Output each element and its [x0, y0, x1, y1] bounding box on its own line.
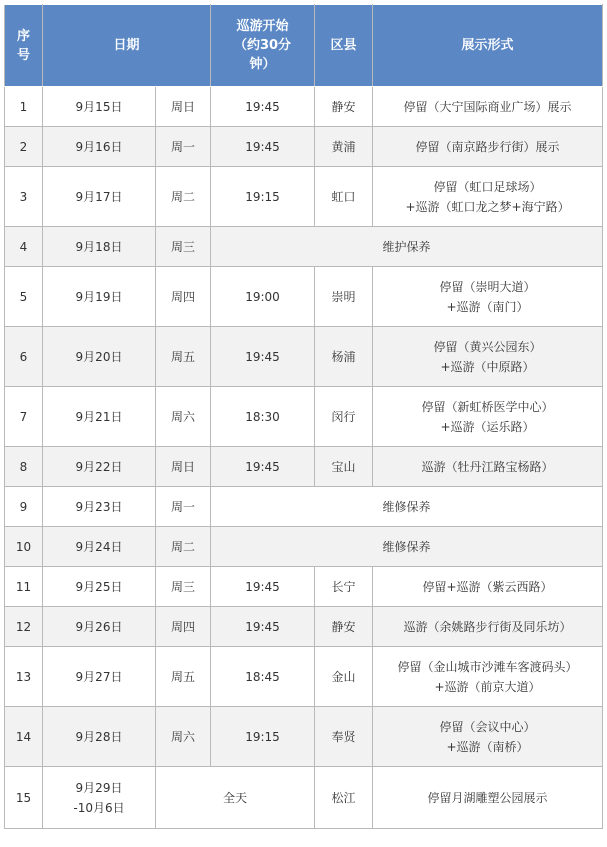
cell-date: [43, 607, 156, 647]
cell-time: 18:30: [211, 387, 315, 447]
cell-format-line: +巡游（前京大道）: [434, 679, 541, 694]
cell-format-line: +巡游（南桥）: [446, 739, 529, 754]
schedule-body: [5, 87, 603, 829]
cell-format: [373, 267, 603, 327]
cell-date-line: 9月15日: [75, 99, 123, 114]
cell-time: 19:45: [211, 127, 315, 167]
cell-time: 19:00: [211, 267, 315, 327]
cell-date-line: 9月17日: [75, 189, 123, 204]
cell-time: 18:45: [211, 647, 315, 707]
cell-format: [373, 127, 603, 167]
cell-time: 19:45: [211, 327, 315, 387]
cell-format: [373, 647, 603, 707]
cell-weekday: 周六: [156, 707, 211, 767]
cell-no: 14: [5, 707, 43, 767]
cell-format: [373, 387, 603, 447]
cell-weekday: 周一: [156, 487, 211, 527]
cell-district: 静安: [315, 607, 373, 647]
cell-no: 3: [5, 167, 43, 227]
cell-date-line: 9月28日: [75, 729, 123, 744]
cell-date-line: 9月18日: [75, 239, 123, 254]
cell-date: [43, 127, 156, 167]
cell-date-line: 9月24日: [75, 539, 123, 554]
table-row: [5, 487, 603, 527]
cell-time: 19:45: [211, 567, 315, 607]
cell-date: [43, 167, 156, 227]
cell-date-line: 9月23日: [75, 499, 123, 514]
cell-format-line: 停留月湖雕塑公园展示: [427, 790, 548, 805]
cell-date-line: 9月22日: [75, 459, 123, 474]
cell-no: 15: [5, 767, 43, 829]
cell-weekday: 周五: [156, 327, 211, 387]
cell-weekday: 周一: [156, 127, 211, 167]
cell-district: 静安: [315, 87, 373, 127]
cell-date-line: 9月27日: [75, 669, 123, 684]
table-row: [5, 327, 603, 387]
cell-no: 12: [5, 607, 43, 647]
cell-format-line: 停留（南京路步行街）展示: [415, 139, 560, 154]
cell-no: 6: [5, 327, 43, 387]
cell-time: 19:15: [211, 167, 315, 227]
cell-date-line: 9月21日: [75, 409, 123, 424]
cell-date: [43, 227, 156, 267]
cell-weekday: 周日: [156, 447, 211, 487]
cell-date-line: 9月25日: [75, 579, 123, 594]
cell-format: [373, 767, 603, 829]
cell-date: [43, 487, 156, 527]
cell-format: [373, 607, 603, 647]
table-row: [5, 127, 603, 167]
cell-district: 崇明: [315, 267, 373, 327]
cell-format-line: 停留（黄兴公园东）: [433, 339, 542, 354]
cell-weekday: 周日: [156, 87, 211, 127]
cell-format-line: +巡游（运乐路）: [440, 419, 535, 434]
cell-no: 5: [5, 267, 43, 327]
cell-date: [43, 87, 156, 127]
cell-date: [43, 267, 156, 327]
cell-format: [373, 707, 603, 767]
table-row: [5, 447, 603, 487]
cell-weekday: 周四: [156, 267, 211, 327]
schedule-table: [4, 4, 603, 829]
cell-format-line: +巡游（中原路）: [440, 359, 535, 374]
cell-weekday: 周四: [156, 607, 211, 647]
cell-date: [43, 767, 156, 829]
table-row: [5, 707, 603, 767]
cell-no: 11: [5, 567, 43, 607]
table-row: [5, 387, 603, 447]
cell-no: 7: [5, 387, 43, 447]
header-no: 序号: [5, 5, 43, 87]
cell-date: [43, 387, 156, 447]
cell-no: 8: [5, 447, 43, 487]
cell-district: 宝山: [315, 447, 373, 487]
header-date: 日期: [43, 5, 211, 87]
cell-format: [373, 327, 603, 387]
cell-date: [43, 707, 156, 767]
cell-maintenance: 维修保养: [211, 487, 603, 527]
cell-date: [43, 567, 156, 607]
cell-maintenance: 维护保养: [211, 227, 603, 267]
header-row: [5, 5, 603, 87]
table-row: [5, 647, 603, 707]
cell-weekday: 周五: [156, 647, 211, 707]
cell-district: 长宁: [315, 567, 373, 607]
cell-format-line: +巡游（虹口龙之梦+海宁路）: [405, 199, 570, 214]
cell-format: [373, 87, 603, 127]
cell-format-line: 停留（会议中心）: [439, 719, 536, 734]
cell-format: [373, 567, 603, 607]
cell-format-line: 停留（新虹桥医学中心）: [421, 399, 554, 414]
cell-no: 2: [5, 127, 43, 167]
cell-allday: 全天: [156, 767, 315, 829]
cell-time: 19:45: [211, 87, 315, 127]
table-row: [5, 167, 603, 227]
cell-date: [43, 447, 156, 487]
cell-format-line: 停留（大宁国际商业广场）展示: [403, 99, 572, 114]
table-row: [5, 267, 603, 327]
cell-date-line: 9月29日: [75, 780, 123, 795]
cell-date-line: 9月19日: [75, 289, 123, 304]
cell-format: [373, 447, 603, 487]
cell-weekday: 周二: [156, 527, 211, 567]
cell-format-line: 巡游（余姚路步行街及同乐坊）: [403, 619, 572, 634]
cell-district: 闵行: [315, 387, 373, 447]
cell-date-line: 9月26日: [75, 619, 123, 634]
cell-no: 1: [5, 87, 43, 127]
table-row: [5, 87, 603, 127]
cell-weekday: 周二: [156, 167, 211, 227]
header-district: 区县: [315, 5, 373, 87]
cell-weekday: 周三: [156, 567, 211, 607]
cell-date-line: -10月6日: [73, 800, 125, 815]
header-format: 展示形式: [373, 5, 603, 87]
cell-district: 黄浦: [315, 127, 373, 167]
cell-format-line: 停留（虹口足球场）: [433, 179, 542, 194]
cell-format: [373, 167, 603, 227]
cell-district: 杨浦: [315, 327, 373, 387]
table-row: [5, 607, 603, 647]
table-row: [5, 567, 603, 607]
cell-time: 19:45: [211, 447, 315, 487]
cell-maintenance: 维修保养: [211, 527, 603, 567]
cell-district: 金山: [315, 647, 373, 707]
cell-format-line: 停留（崇明大道）: [439, 279, 536, 294]
cell-district: 虹口: [315, 167, 373, 227]
cell-format-line: +巡游（南门）: [446, 299, 529, 314]
cell-date-line: 9月16日: [75, 139, 123, 154]
cell-date-line: 9月20日: [75, 349, 123, 364]
cell-time: 19:45: [211, 607, 315, 647]
cell-time: 19:15: [211, 707, 315, 767]
cell-date: [43, 327, 156, 387]
cell-format-line: 巡游（牡丹江路宝杨路）: [421, 459, 554, 474]
cell-date: [43, 647, 156, 707]
cell-district: 奉贤: [315, 707, 373, 767]
cell-no: 13: [5, 647, 43, 707]
header-start-time: 巡游开始（约30分钟）: [211, 5, 315, 87]
cell-date: [43, 527, 156, 567]
cell-format-line: 停留（金山城市沙滩车客渡码头）: [397, 659, 578, 674]
table-row: [5, 767, 603, 829]
cell-weekday: 周三: [156, 227, 211, 267]
cell-weekday: 周六: [156, 387, 211, 447]
cell-no: 4: [5, 227, 43, 267]
cell-format-line: 停留+巡游（紫云西路）: [422, 579, 553, 594]
cell-no: 9: [5, 487, 43, 527]
table-row: [5, 527, 603, 567]
cell-no: 10: [5, 527, 43, 567]
table-row: [5, 227, 603, 267]
cell-district: 松江: [315, 767, 373, 829]
